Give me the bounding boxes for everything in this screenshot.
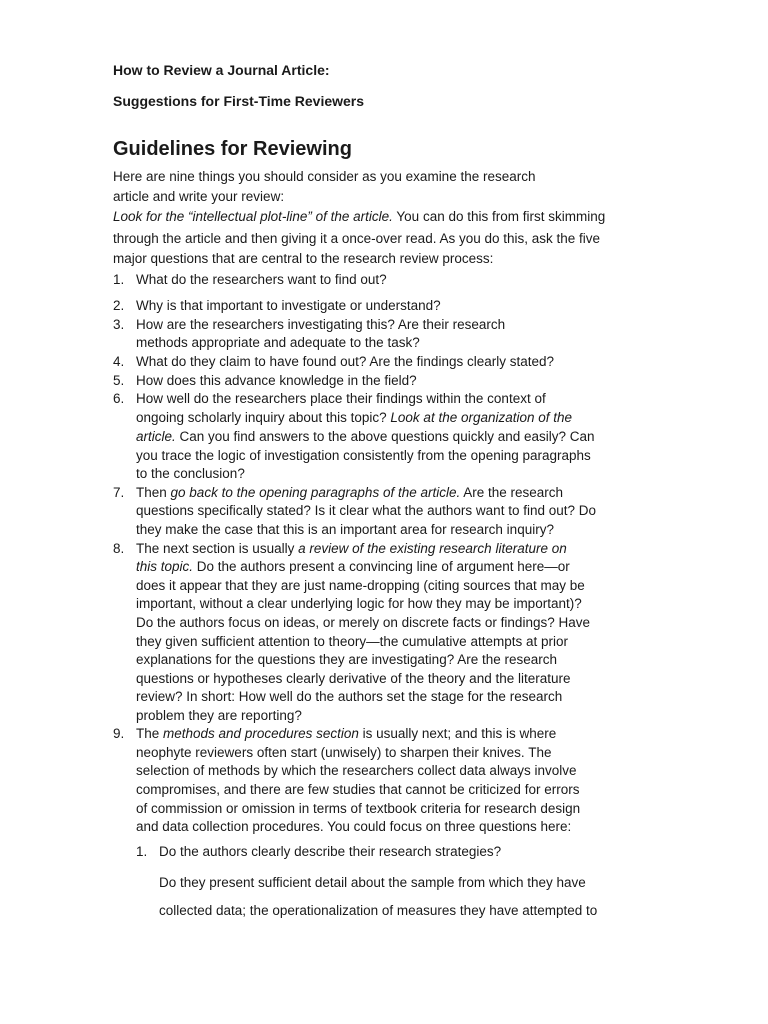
item6-text: Can you find answers to the above questions quickly and easily? Can [175,429,595,444]
item9-line: selection of methods by which the researchers collect data always involve [136,763,577,778]
plotline-line-2: through the article and then giving it a once-over read. As you do this, ask the five [113,231,601,246]
doc-title-line2: Suggestions for First-Time Reviewers [113,93,365,109]
item7-line-1 [136,484,563,502]
plotline-line-3: major questions that are central to the research review process: [113,251,494,266]
item9-text: is usually next; and this is where [358,726,557,741]
item-number: 3. [113,317,125,332]
item-number: 1. [113,272,125,287]
item9-italic: methods and procedures section [163,726,359,741]
item-number: 6. [113,391,125,406]
intro-line-2: article and write your review: [113,189,285,204]
item8-italic: this topic. [136,559,194,574]
plotline-italic: Look for the “intellectual plot-line” of the article. [113,209,393,224]
item7-text: Then [136,485,171,500]
item-number: 8. [113,541,125,556]
list-item-cont: methods appropriate and adequate to the task? [136,335,420,350]
item-number: 5. [113,373,125,388]
item9-line: of commission or omission in terms of textbook criteria for research design [136,801,581,816]
item6-line-4: you trace the logic of investigation consistently from the opening paragraphs [136,448,591,463]
plotline-line-1 [113,208,605,226]
item8-line: explanations for the questions they are investigating? Are the research [136,652,558,667]
item6-italic: article. [136,429,176,444]
item9-line: and data collection procedures. You could focus on three questions here: [136,819,572,834]
item9-line: compromises, and there are few studies that cannot be criticized for errors [136,782,580,797]
item9-text: The [136,726,164,741]
item7-line-2: questions specifically stated? Is it clear what the authors want to find out? Do [136,503,597,518]
item6-text: ongoing scholarly inquiry about this topic? [136,410,391,425]
section-heading: Guidelines for Reviewing [113,138,352,160]
item9-line: neophyte reviewers often start (unwisely) to sharpen their knives. The [136,745,552,760]
item8-text: Do the authors present a convincing line of argument here—or [193,559,570,574]
item6-italic: Look at the organization of the [390,410,573,425]
item8-text: The next section is usually [136,541,299,556]
item7-italic: go back to the opening paragraphs of the article. [170,485,461,500]
item-number: 4. [113,354,125,369]
sub-paragraph-line-1: Do they present sufficient detail about the sample from which they have [159,875,586,890]
subitem-number: 1. [136,844,148,859]
item8-line-2 [136,558,570,576]
list-item: How does this advance knowledge in the field? [136,373,417,388]
item8-line: does it appear that they are just name-dropping (citing sources that may be [136,578,585,593]
item-number: 7. [113,485,125,500]
item8-line-1 [136,540,567,558]
plotline-rest: You can do this from first skimming [392,209,606,224]
doc-title-line1: How to Review a Journal Article: [113,62,330,78]
item-number: 9. [113,726,125,741]
item8-line: problem they are reporting? [136,708,302,723]
intro-line-1: Here are nine things you should consider as you examine the research [113,169,536,184]
list-item: What do the researchers want to find out? [136,272,387,287]
item8-line: important, without a clear underlying logic for how they may be important)? [136,596,582,611]
item8-line: questions or hypotheses clearly derivative of the theory and the literature [136,671,571,686]
item7-text: Are the research [460,485,564,500]
item8-line: they given sufficient attention to theory—the cumulative attempts at prior [136,634,568,649]
item6-line-3 [136,428,595,446]
item9-line-1 [136,725,556,743]
item-number: 2. [113,298,125,313]
sub-paragraph-line-2: collected data; the operationalization of measures they have attempted to [159,903,598,918]
list-item: Why is that important to investigate or understand? [136,298,441,313]
item6-line-2 [136,409,572,427]
item8-line: review? In short: How well do the authors set the stage for the research [136,689,563,704]
item8-italic: a review of the existing research literature on [298,541,567,556]
list-item: How are the researchers investigating this? Are their research [136,317,506,332]
list-item: What do they claim to have found out? Are the findings clearly stated? [136,354,554,369]
item6-line-5: to the conclusion? [136,466,245,481]
item6-line-1: How well do the researchers place their findings within the context of [136,391,546,406]
sub-list-item: Do the authors clearly describe their research strategies? [159,844,502,859]
item8-line: Do the authors focus on ideas, or merely on discrete facts or findings? Have [136,615,590,630]
item7-line-3: they make the case that this is an important area for research inquiry? [136,522,554,537]
